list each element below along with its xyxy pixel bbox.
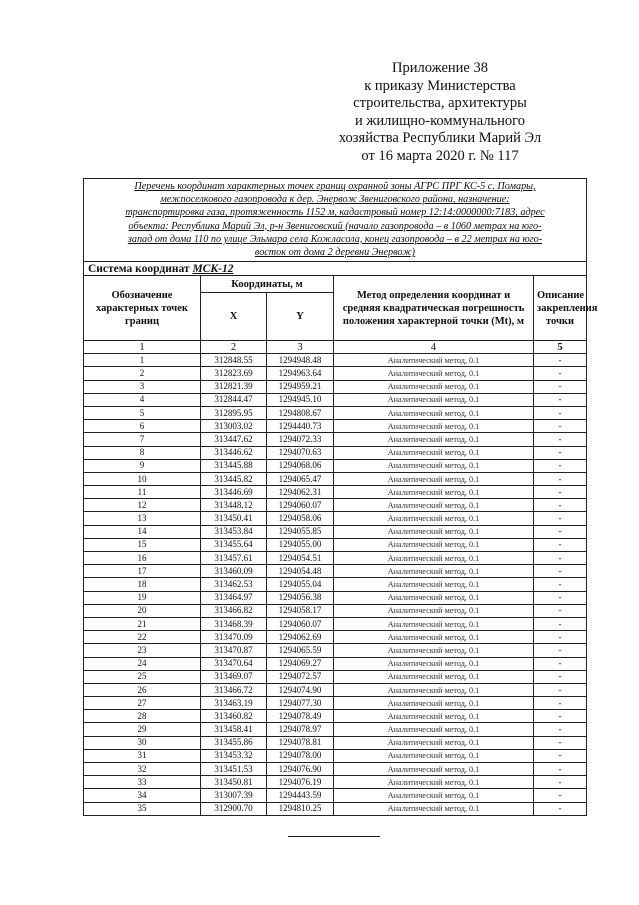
col-header-desc: Описание закрепления точки <box>534 276 587 341</box>
table-row <box>84 380 587 393</box>
x-coordinate-cell: 313447.62 <box>201 433 267 446</box>
y-coordinate-cell: 1294055.00 <box>267 538 334 551</box>
method-cell: Аналитический метод, 0.1 <box>334 433 534 446</box>
method-cell: Аналитический метод, 0.1 <box>334 763 534 776</box>
table-row <box>84 393 587 406</box>
col-header-method: Метод определения координат и средняя квадратическая погрешность положения характерной точки (Mt), м <box>334 276 534 341</box>
x-coordinate-cell: 313458.41 <box>201 723 267 736</box>
point-number-cell: 24 <box>84 657 201 670</box>
y-coordinate-cell: 1294948.48 <box>267 354 334 367</box>
method-cell: Аналитический метод, 0.1 <box>334 683 534 696</box>
table-row <box>84 367 587 380</box>
y-coordinate-cell: 1294069.27 <box>267 657 334 670</box>
y-coordinate-cell: 1294076.90 <box>267 763 334 776</box>
y-coordinate-cell: 1294945.10 <box>267 393 334 406</box>
y-coordinate-cell: 1294054.48 <box>267 565 334 578</box>
col-header-x: X <box>201 293 267 341</box>
description-cell: - <box>534 683 587 696</box>
coordinate-system-label: Система координат <box>88 262 190 275</box>
table-row <box>84 538 587 551</box>
table-row <box>84 499 587 512</box>
table-row <box>84 736 587 749</box>
method-cell: Аналитический метод, 0.1 <box>334 776 534 789</box>
method-cell: Аналитический метод, 0.1 <box>334 354 534 367</box>
y-coordinate-cell: 1294060.07 <box>267 499 334 512</box>
y-coordinate-cell: 1294065.59 <box>267 644 334 657</box>
y-coordinate-cell: 1294058.06 <box>267 512 334 525</box>
point-number-cell: 7 <box>84 433 201 446</box>
method-cell: Аналитический метод, 0.1 <box>334 486 534 499</box>
method-cell: Аналитический метод, 0.1 <box>334 644 534 657</box>
y-coordinate-cell: 1294062.31 <box>267 486 334 499</box>
point-number-cell: 14 <box>84 525 201 538</box>
description-cell: - <box>534 776 587 789</box>
method-cell: Аналитический метод, 0.1 <box>334 565 534 578</box>
description-cell: - <box>534 736 587 749</box>
method-cell: Аналитический метод, 0.1 <box>334 604 534 617</box>
table-row <box>84 525 587 538</box>
table-row <box>84 591 587 604</box>
footer-divider <box>288 836 380 837</box>
caption-line: восток от дома 2 деревни Энервож) <box>254 247 416 259</box>
method-cell: Аналитический метод, 0.1 <box>334 749 534 762</box>
method-cell: Аналитический метод, 0.1 <box>334 591 534 604</box>
table-row <box>84 552 587 565</box>
x-coordinate-cell: 313445.88 <box>201 459 267 472</box>
x-coordinate-cell: 313457.61 <box>201 552 267 565</box>
y-coordinate-cell: 1294065.47 <box>267 472 334 485</box>
table-row <box>84 446 587 459</box>
column-number: 1 <box>84 341 201 354</box>
description-cell: - <box>534 446 587 459</box>
point-number-cell: 31 <box>84 749 201 762</box>
table-row <box>84 644 587 657</box>
point-number-cell: 19 <box>84 591 201 604</box>
caption-line: объекта: Республика Марий Эл, р-н Звениговский (начало газопровода – в 1060 метрах на юго- <box>128 220 542 232</box>
description-cell: - <box>534 354 587 367</box>
y-coordinate-cell: 1294060.07 <box>267 617 334 630</box>
x-coordinate-cell: 313453.32 <box>201 749 267 762</box>
description-cell: - <box>534 552 587 565</box>
x-coordinate-cell: 313450.41 <box>201 512 267 525</box>
x-coordinate-cell: 313455.64 <box>201 538 267 551</box>
y-coordinate-cell: 1294808.67 <box>267 406 334 419</box>
y-coordinate-cell: 1294443.59 <box>267 789 334 802</box>
point-number-cell: 28 <box>84 710 201 723</box>
y-coordinate-cell: 1294810.25 <box>267 802 334 815</box>
y-coordinate-cell: 1294963.64 <box>267 367 334 380</box>
description-cell: - <box>534 565 587 578</box>
x-coordinate-cell: 312821.39 <box>201 380 267 393</box>
x-coordinate-cell: 313453.84 <box>201 525 267 538</box>
y-coordinate-cell: 1294055.85 <box>267 525 334 538</box>
header-line: от 16 марта 2020 г. № 117 <box>361 147 519 164</box>
description-cell: - <box>534 670 587 683</box>
table-row <box>84 486 587 499</box>
method-cell: Аналитический метод, 0.1 <box>334 420 534 433</box>
y-coordinate-cell: 1294072.33 <box>267 433 334 446</box>
point-number-cell: 22 <box>84 631 201 644</box>
point-number-cell: 5 <box>84 406 201 419</box>
header-line: строительства, архитектуры <box>353 95 527 111</box>
table-row <box>84 723 587 736</box>
x-coordinate-cell: 313470.64 <box>201 657 267 670</box>
point-number-cell: 25 <box>84 670 201 683</box>
col-header-y: Y <box>267 293 334 341</box>
description-cell: - <box>534 459 587 472</box>
y-coordinate-cell: 1294070.63 <box>267 446 334 459</box>
table-row <box>84 433 587 446</box>
description-cell: - <box>534 631 587 644</box>
description-cell: - <box>534 710 587 723</box>
x-coordinate-cell: 313464.97 <box>201 591 267 604</box>
x-coordinate-cell: 313470.09 <box>201 631 267 644</box>
table-row <box>84 657 587 670</box>
y-coordinate-cell: 1294055.04 <box>267 578 334 591</box>
y-coordinate-cell: 1294078.81 <box>267 736 334 749</box>
method-cell: Аналитический метод, 0.1 <box>334 446 534 459</box>
y-coordinate-cell: 1294058.17 <box>267 604 334 617</box>
point-number-cell: 16 <box>84 552 201 565</box>
description-cell: - <box>534 406 587 419</box>
point-number-cell: 9 <box>84 459 201 472</box>
table-row <box>84 631 587 644</box>
method-cell: Аналитический метод, 0.1 <box>334 657 534 670</box>
caption-line: межпоселкового газопровода к дер. Энервож Звениговского района, назначение: <box>160 194 510 206</box>
table-row <box>84 420 587 433</box>
caption-line: запад от дома 110 по улице Эльмара села Кожласола, конец газопровода – в 22 метрах на юго- <box>127 233 543 245</box>
table-row <box>84 763 587 776</box>
y-coordinate-cell: 1294959.21 <box>267 380 334 393</box>
method-cell: Аналитический метод, 0.1 <box>334 631 534 644</box>
method-cell: Аналитический метод, 0.1 <box>334 380 534 393</box>
x-coordinate-cell: 313003.02 <box>201 420 267 433</box>
description-cell: - <box>534 763 587 776</box>
point-number-cell: 12 <box>84 499 201 512</box>
method-cell: Аналитический метод, 0.1 <box>334 367 534 380</box>
description-cell: - <box>534 697 587 710</box>
caption-line: Перечень координат характерных точек границ охранной зоны АГРС ПРГ КС-5 с. Помары, <box>134 181 536 192</box>
method-cell: Аналитический метод, 0.1 <box>334 406 534 419</box>
point-number-cell: 20 <box>84 604 201 617</box>
point-number-cell: 26 <box>84 683 201 696</box>
column-number: 4 <box>334 341 534 354</box>
y-coordinate-cell: 1294078.00 <box>267 749 334 762</box>
x-coordinate-cell: 313455.86 <box>201 736 267 749</box>
x-coordinate-cell: 313451.53 <box>201 763 267 776</box>
description-cell: - <box>534 644 587 657</box>
point-number-cell: 27 <box>84 697 201 710</box>
point-number-cell: 10 <box>84 472 201 485</box>
column-number-row <box>84 341 587 354</box>
table-row <box>84 776 587 789</box>
x-coordinate-cell: 313463.19 <box>201 697 267 710</box>
description-cell: - <box>534 604 587 617</box>
point-number-cell: 3 <box>84 380 201 393</box>
table-row <box>84 683 587 696</box>
description-cell: - <box>534 789 587 802</box>
method-cell: Аналитический метод, 0.1 <box>334 525 534 538</box>
x-coordinate-cell: 313466.72 <box>201 683 267 696</box>
table-row <box>84 472 587 485</box>
point-number-cell: 17 <box>84 565 201 578</box>
table-row <box>84 406 587 419</box>
description-cell: - <box>534 723 587 736</box>
method-cell: Аналитический метод, 0.1 <box>334 802 534 815</box>
table-row <box>84 617 587 630</box>
table-row <box>84 512 587 525</box>
method-cell: Аналитический метод, 0.1 <box>334 393 534 406</box>
point-number-cell: 1 <box>84 354 201 367</box>
header-line: Приложение 38 <box>392 60 488 76</box>
description-cell: - <box>534 525 587 538</box>
y-coordinate-cell: 1294076.19 <box>267 776 334 789</box>
x-coordinate-cell: 312895.95 <box>201 406 267 419</box>
y-coordinate-cell: 1294072.57 <box>267 670 334 683</box>
table-row <box>84 604 587 617</box>
table-row <box>84 697 587 710</box>
method-cell: Аналитический метод, 0.1 <box>334 789 534 802</box>
col-header-point: Обозначение характерных точек границ <box>84 276 201 341</box>
x-coordinate-cell: 313450.81 <box>201 776 267 789</box>
table-row <box>84 565 587 578</box>
method-cell: Аналитический метод, 0.1 <box>334 552 534 565</box>
x-coordinate-cell: 313462.53 <box>201 578 267 591</box>
method-cell: Аналитический метод, 0.1 <box>334 697 534 710</box>
point-number-cell: 35 <box>84 802 201 815</box>
point-number-cell: 23 <box>84 644 201 657</box>
table-row <box>84 578 587 591</box>
column-number: 2 <box>201 341 267 354</box>
x-coordinate-cell: 312848.55 <box>201 354 267 367</box>
col-header-coords: Координаты, м <box>201 276 334 293</box>
method-cell: Аналитический метод, 0.1 <box>334 499 534 512</box>
table-row <box>84 354 587 367</box>
table-row <box>84 670 587 683</box>
table-row <box>84 802 587 815</box>
x-coordinate-cell: 313445.82 <box>201 472 267 485</box>
x-coordinate-cell: 313446.62 <box>201 446 267 459</box>
caption-line: транспортировка газа, протяженность 1152 м, кадастровый номер 12:14:0000000:7183, адрес <box>125 207 545 219</box>
description-cell: - <box>534 802 587 815</box>
x-coordinate-cell: 312900.70 <box>201 802 267 815</box>
table-row <box>84 710 587 723</box>
header-line: к приказу Министерства <box>364 77 516 94</box>
coordinates-table <box>83 178 598 816</box>
point-number-cell: 18 <box>84 578 201 591</box>
order-header <box>300 60 580 165</box>
table-row <box>84 789 587 802</box>
method-cell: Аналитический метод, 0.1 <box>334 670 534 683</box>
x-coordinate-cell: 313469.07 <box>201 670 267 683</box>
header-line: и жилищно-коммунального <box>354 112 526 129</box>
point-number-cell: 2 <box>84 367 201 380</box>
description-cell: - <box>534 538 587 551</box>
method-cell: Аналитический метод, 0.1 <box>334 617 534 630</box>
x-coordinate-cell: 313470.87 <box>201 644 267 657</box>
point-number-cell: 4 <box>84 393 201 406</box>
point-number-cell: 11 <box>84 486 201 499</box>
table-row <box>84 749 587 762</box>
method-cell: Аналитический метод, 0.1 <box>334 723 534 736</box>
point-number-cell: 13 <box>84 512 201 525</box>
x-coordinate-cell: 313460.09 <box>201 565 267 578</box>
y-coordinate-cell: 1294068.06 <box>267 459 334 472</box>
point-number-cell: 8 <box>84 446 201 459</box>
x-coordinate-cell: 313460.82 <box>201 710 267 723</box>
method-cell: Аналитический метод, 0.1 <box>334 538 534 551</box>
description-cell: - <box>534 749 587 762</box>
y-coordinate-cell: 1294078.97 <box>267 723 334 736</box>
x-coordinate-cell: 313468.39 <box>201 617 267 630</box>
table-caption <box>84 179 587 262</box>
y-coordinate-cell: 1294440.73 <box>267 420 334 433</box>
column-number: 5 <box>534 341 587 354</box>
description-cell: - <box>534 420 587 433</box>
description-cell: - <box>534 433 587 446</box>
description-cell: - <box>534 393 587 406</box>
point-number-cell: 34 <box>84 789 201 802</box>
description-cell: - <box>534 380 587 393</box>
method-cell: Аналитический метод, 0.1 <box>334 459 534 472</box>
description-cell: - <box>534 486 587 499</box>
description-cell: - <box>534 657 587 670</box>
description-cell: - <box>534 591 587 604</box>
description-cell: - <box>534 499 587 512</box>
column-number: 3 <box>267 341 334 354</box>
y-coordinate-cell: 1294062.69 <box>267 631 334 644</box>
y-coordinate-cell: 1294077.30 <box>267 697 334 710</box>
x-coordinate-cell: 313446.69 <box>201 486 267 499</box>
coordinate-system-value: МСК-12 <box>192 262 234 275</box>
y-coordinate-cell: 1294074.90 <box>267 683 334 696</box>
description-cell: - <box>534 578 587 591</box>
header-line: хозяйства Республики Марий Эл <box>338 130 542 146</box>
x-coordinate-cell: 313448.12 <box>201 499 267 512</box>
point-number-cell: 15 <box>84 538 201 551</box>
point-number-cell: 30 <box>84 736 201 749</box>
point-number-cell: 29 <box>84 723 201 736</box>
x-coordinate-cell: 312823.69 <box>201 367 267 380</box>
description-cell: - <box>534 617 587 630</box>
description-cell: - <box>534 472 587 485</box>
x-coordinate-cell: 312844.47 <box>201 393 267 406</box>
description-cell: - <box>534 367 587 380</box>
coordinate-system <box>84 262 587 276</box>
table-row <box>84 459 587 472</box>
method-cell: Аналитический метод, 0.1 <box>334 512 534 525</box>
description-cell: - <box>534 512 587 525</box>
x-coordinate-cell: 313466.82 <box>201 604 267 617</box>
method-cell: Аналитический метод, 0.1 <box>334 472 534 485</box>
x-coordinate-cell: 313007.39 <box>201 789 267 802</box>
method-cell: Аналитический метод, 0.1 <box>334 578 534 591</box>
y-coordinate-cell: 1294078.49 <box>267 710 334 723</box>
point-number-cell: 32 <box>84 763 201 776</box>
point-number-cell: 21 <box>84 617 201 630</box>
y-coordinate-cell: 1294054.51 <box>267 552 334 565</box>
y-coordinate-cell: 1294056.38 <box>267 591 334 604</box>
method-cell: Аналитический метод, 0.1 <box>334 710 534 723</box>
method-cell: Аналитический метод, 0.1 <box>334 736 534 749</box>
point-number-cell: 6 <box>84 420 201 433</box>
point-number-cell: 33 <box>84 776 201 789</box>
